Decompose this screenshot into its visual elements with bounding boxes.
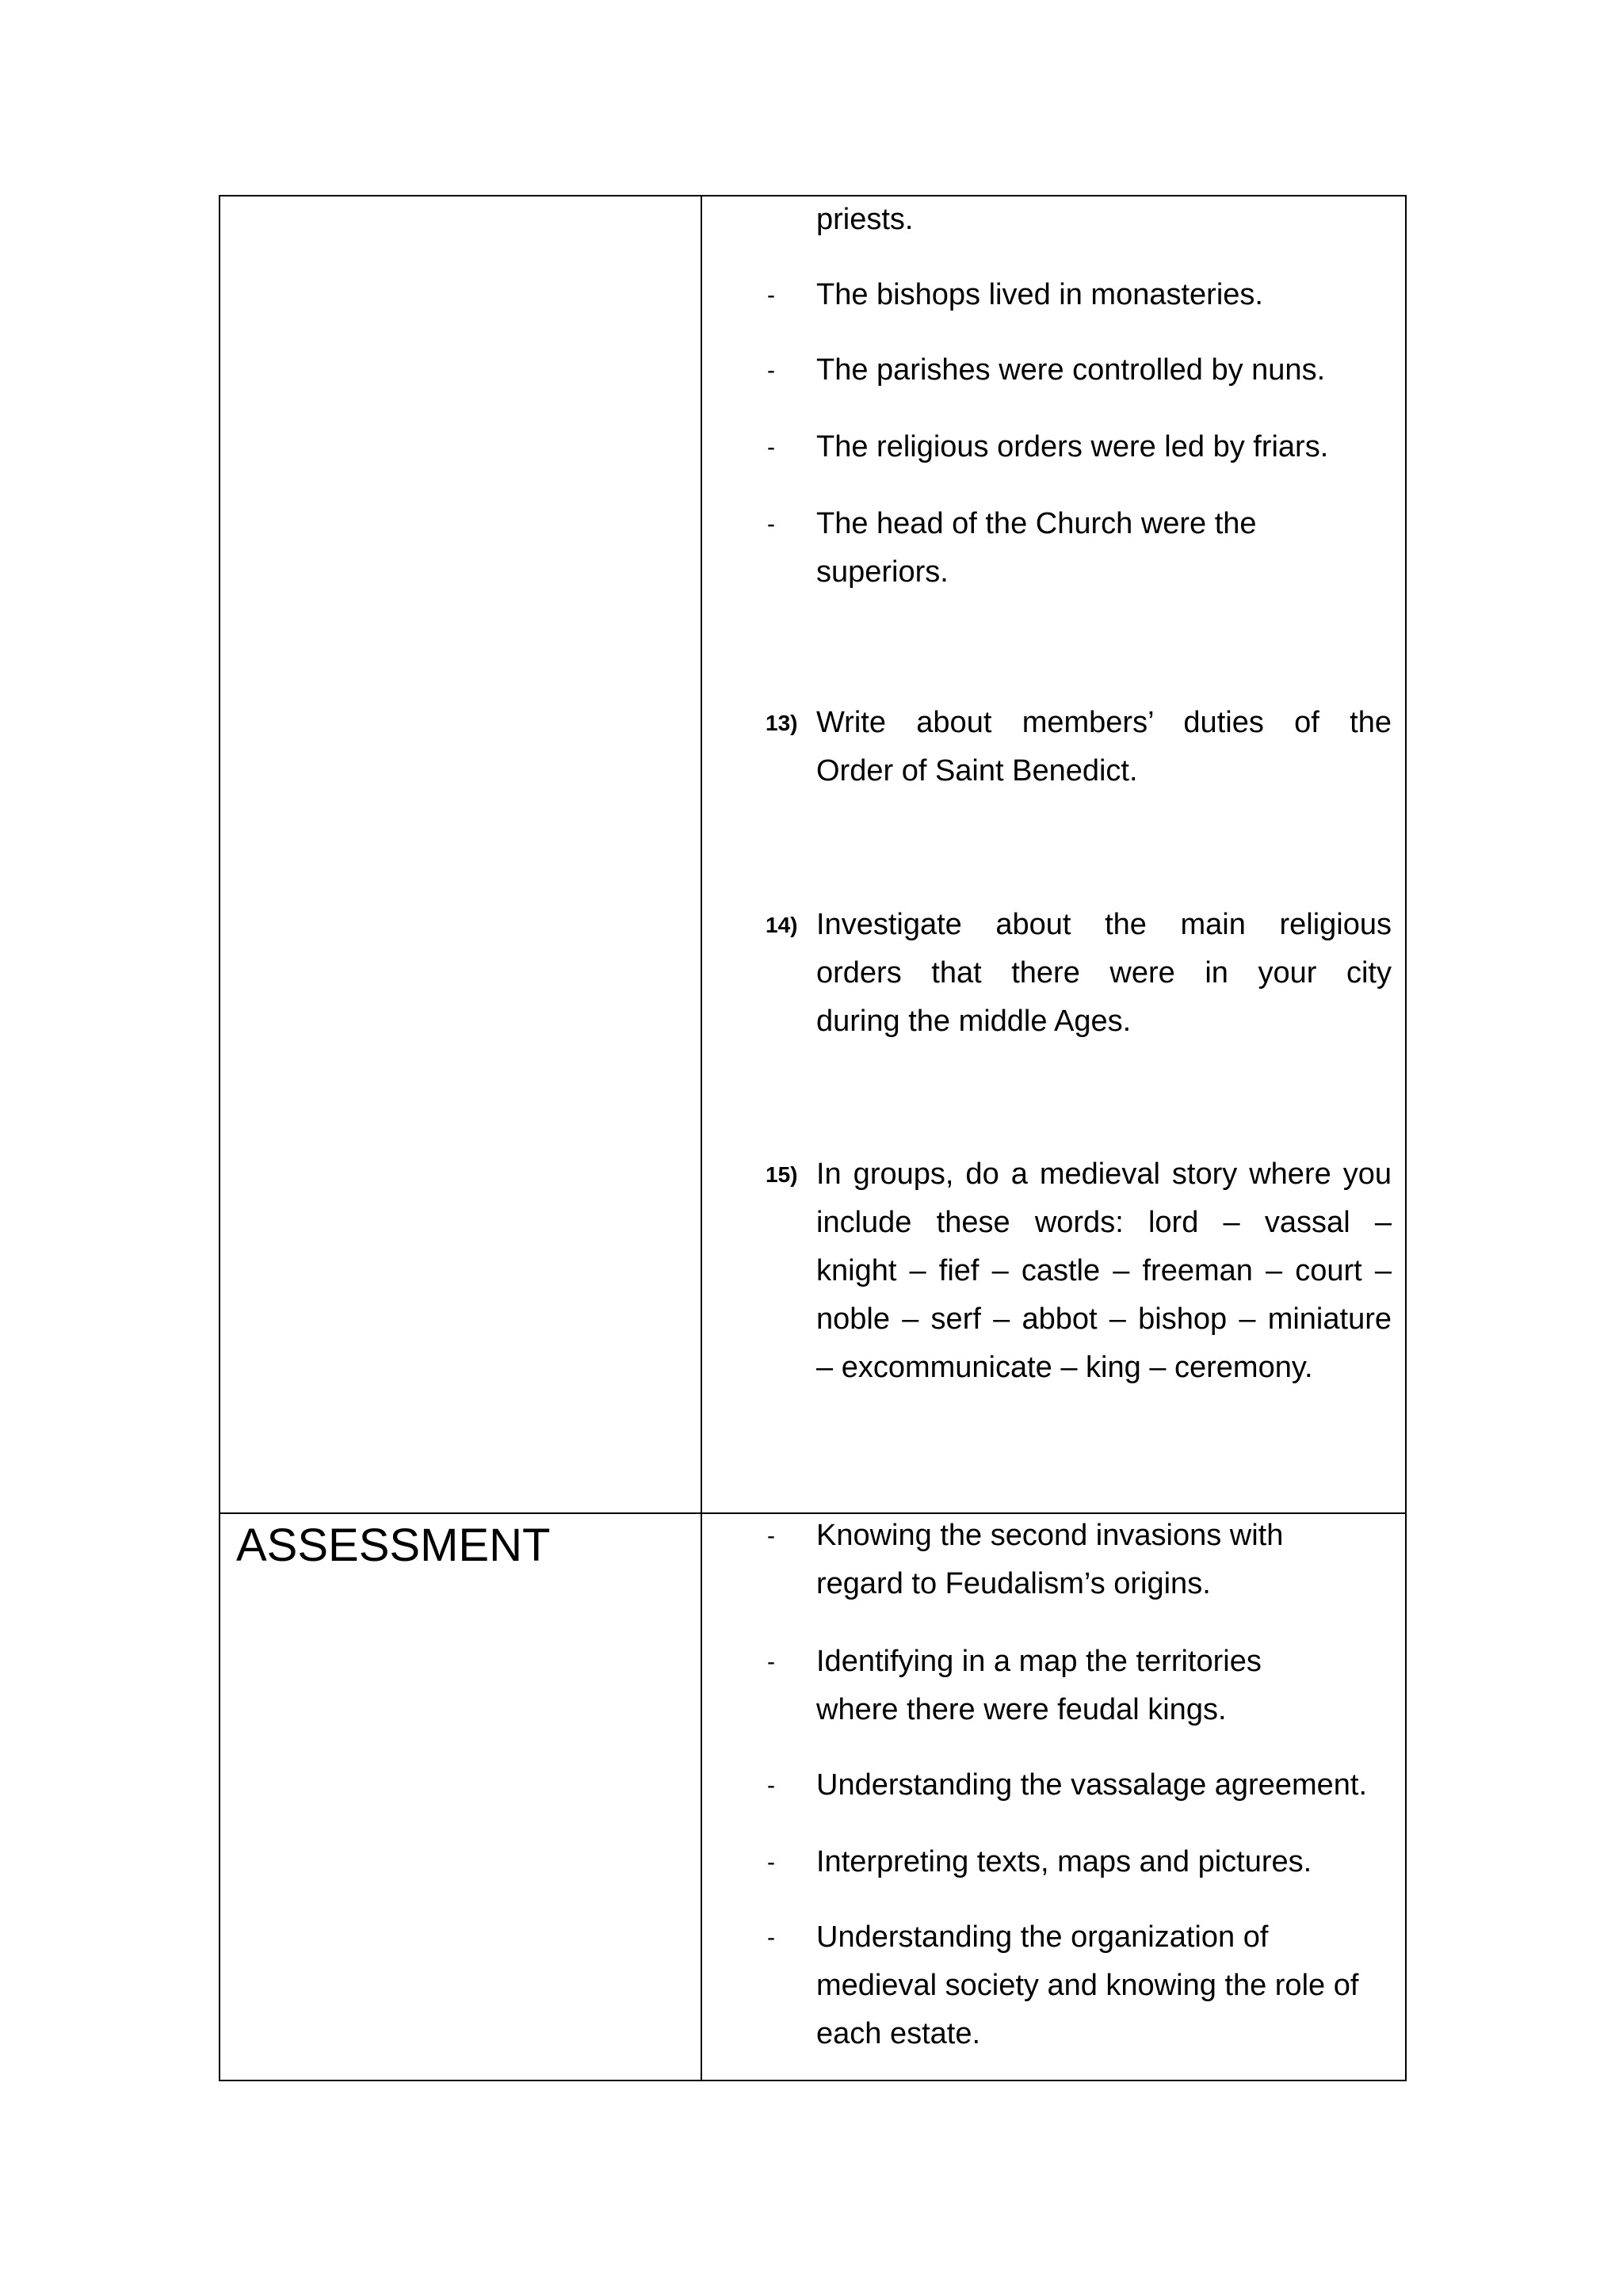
bullet-dash: -: [767, 1849, 775, 1875]
text-line: The religious orders were led by friars.: [816, 430, 1329, 463]
text-line: where there were feudal kings.: [816, 1693, 1227, 1726]
activities-content-cell: [701, 195, 1407, 1514]
criterion-lines: [816, 1638, 1392, 1734]
text-line: during the middle Ages.: [816, 1005, 1132, 1038]
text-line: superiors.: [816, 555, 949, 589]
continuation-lines: [816, 196, 1392, 244]
text-line: medieval society and knowing the role of: [816, 1969, 1359, 2002]
question-number: 13): [766, 711, 798, 735]
text-line: Knowing the second invasions with: [816, 1519, 1284, 1552]
criterion-lines: [816, 1913, 1392, 2058]
text-line: regard to Feudalism’s origins.: [816, 1567, 1211, 1600]
assessment-content-cell: [701, 1512, 1407, 2081]
question-lines: [816, 901, 1392, 1046]
text-line: The parishes were controlled by nuns.: [816, 353, 1326, 387]
statement-lines: [816, 346, 1392, 395]
text-line: orders that there were in your city: [816, 956, 1392, 990]
bullet-dash: -: [767, 357, 775, 383]
criterion-lines: [816, 1761, 1392, 1810]
statement-lines: [816, 500, 1392, 597]
assessment-label-cell: [219, 1512, 702, 2081]
text-line: The bishops lived in monasteries.: [816, 278, 1263, 311]
bullet-dash: -: [767, 1772, 775, 1798]
question-lines: [816, 699, 1392, 795]
text-line: Investigate about the main religious: [816, 908, 1392, 941]
statement-lines: [816, 423, 1392, 471]
text-line: Identifying in a map the territories: [816, 1645, 1262, 1678]
question-lines: [816, 1150, 1392, 1392]
text-line: include these words: lord – vassal –: [816, 1206, 1392, 1239]
text-line: – excommunicate – king – ceremony.: [816, 1351, 1313, 1384]
text-line: Understanding the vassalage agreement.: [816, 1768, 1368, 1802]
text-line: noble – serf – abbot – bishop – miniature: [816, 1302, 1392, 1336]
text-line: Write about members’ duties of the: [816, 706, 1392, 739]
activities-label-cell: [219, 195, 702, 1514]
text-line: Interpreting texts, maps and pictures.: [816, 1845, 1312, 1878]
text-line: In groups, do a medieval story where you: [816, 1158, 1392, 1191]
text-line: Order of Saint Benedict.: [816, 754, 1138, 788]
bullet-dash: -: [767, 1924, 775, 1951]
text-line: each estate.: [816, 2017, 981, 2050]
bullet-dash: -: [767, 434, 775, 460]
question-number: 14): [766, 913, 798, 937]
statement-lines: [816, 271, 1392, 319]
criterion-lines: [816, 1838, 1392, 1886]
text-line: knight – fief – castle – freeman – court –: [816, 1254, 1392, 1287]
text-line: Understanding the organization of: [816, 1920, 1269, 1954]
text-line: priests.: [816, 203, 914, 236]
bullet-dash: -: [767, 511, 775, 537]
bullet-dash: -: [767, 1649, 775, 1675]
criterion-lines: [816, 1512, 1392, 1608]
bullet-dash: -: [767, 282, 775, 308]
question-number: 15): [766, 1162, 798, 1187]
text-line: The head of the Church were the: [816, 507, 1257, 540]
bullet-dash: -: [767, 1523, 775, 1549]
assessment-heading: ASSESSMENT: [236, 1520, 551, 1571]
